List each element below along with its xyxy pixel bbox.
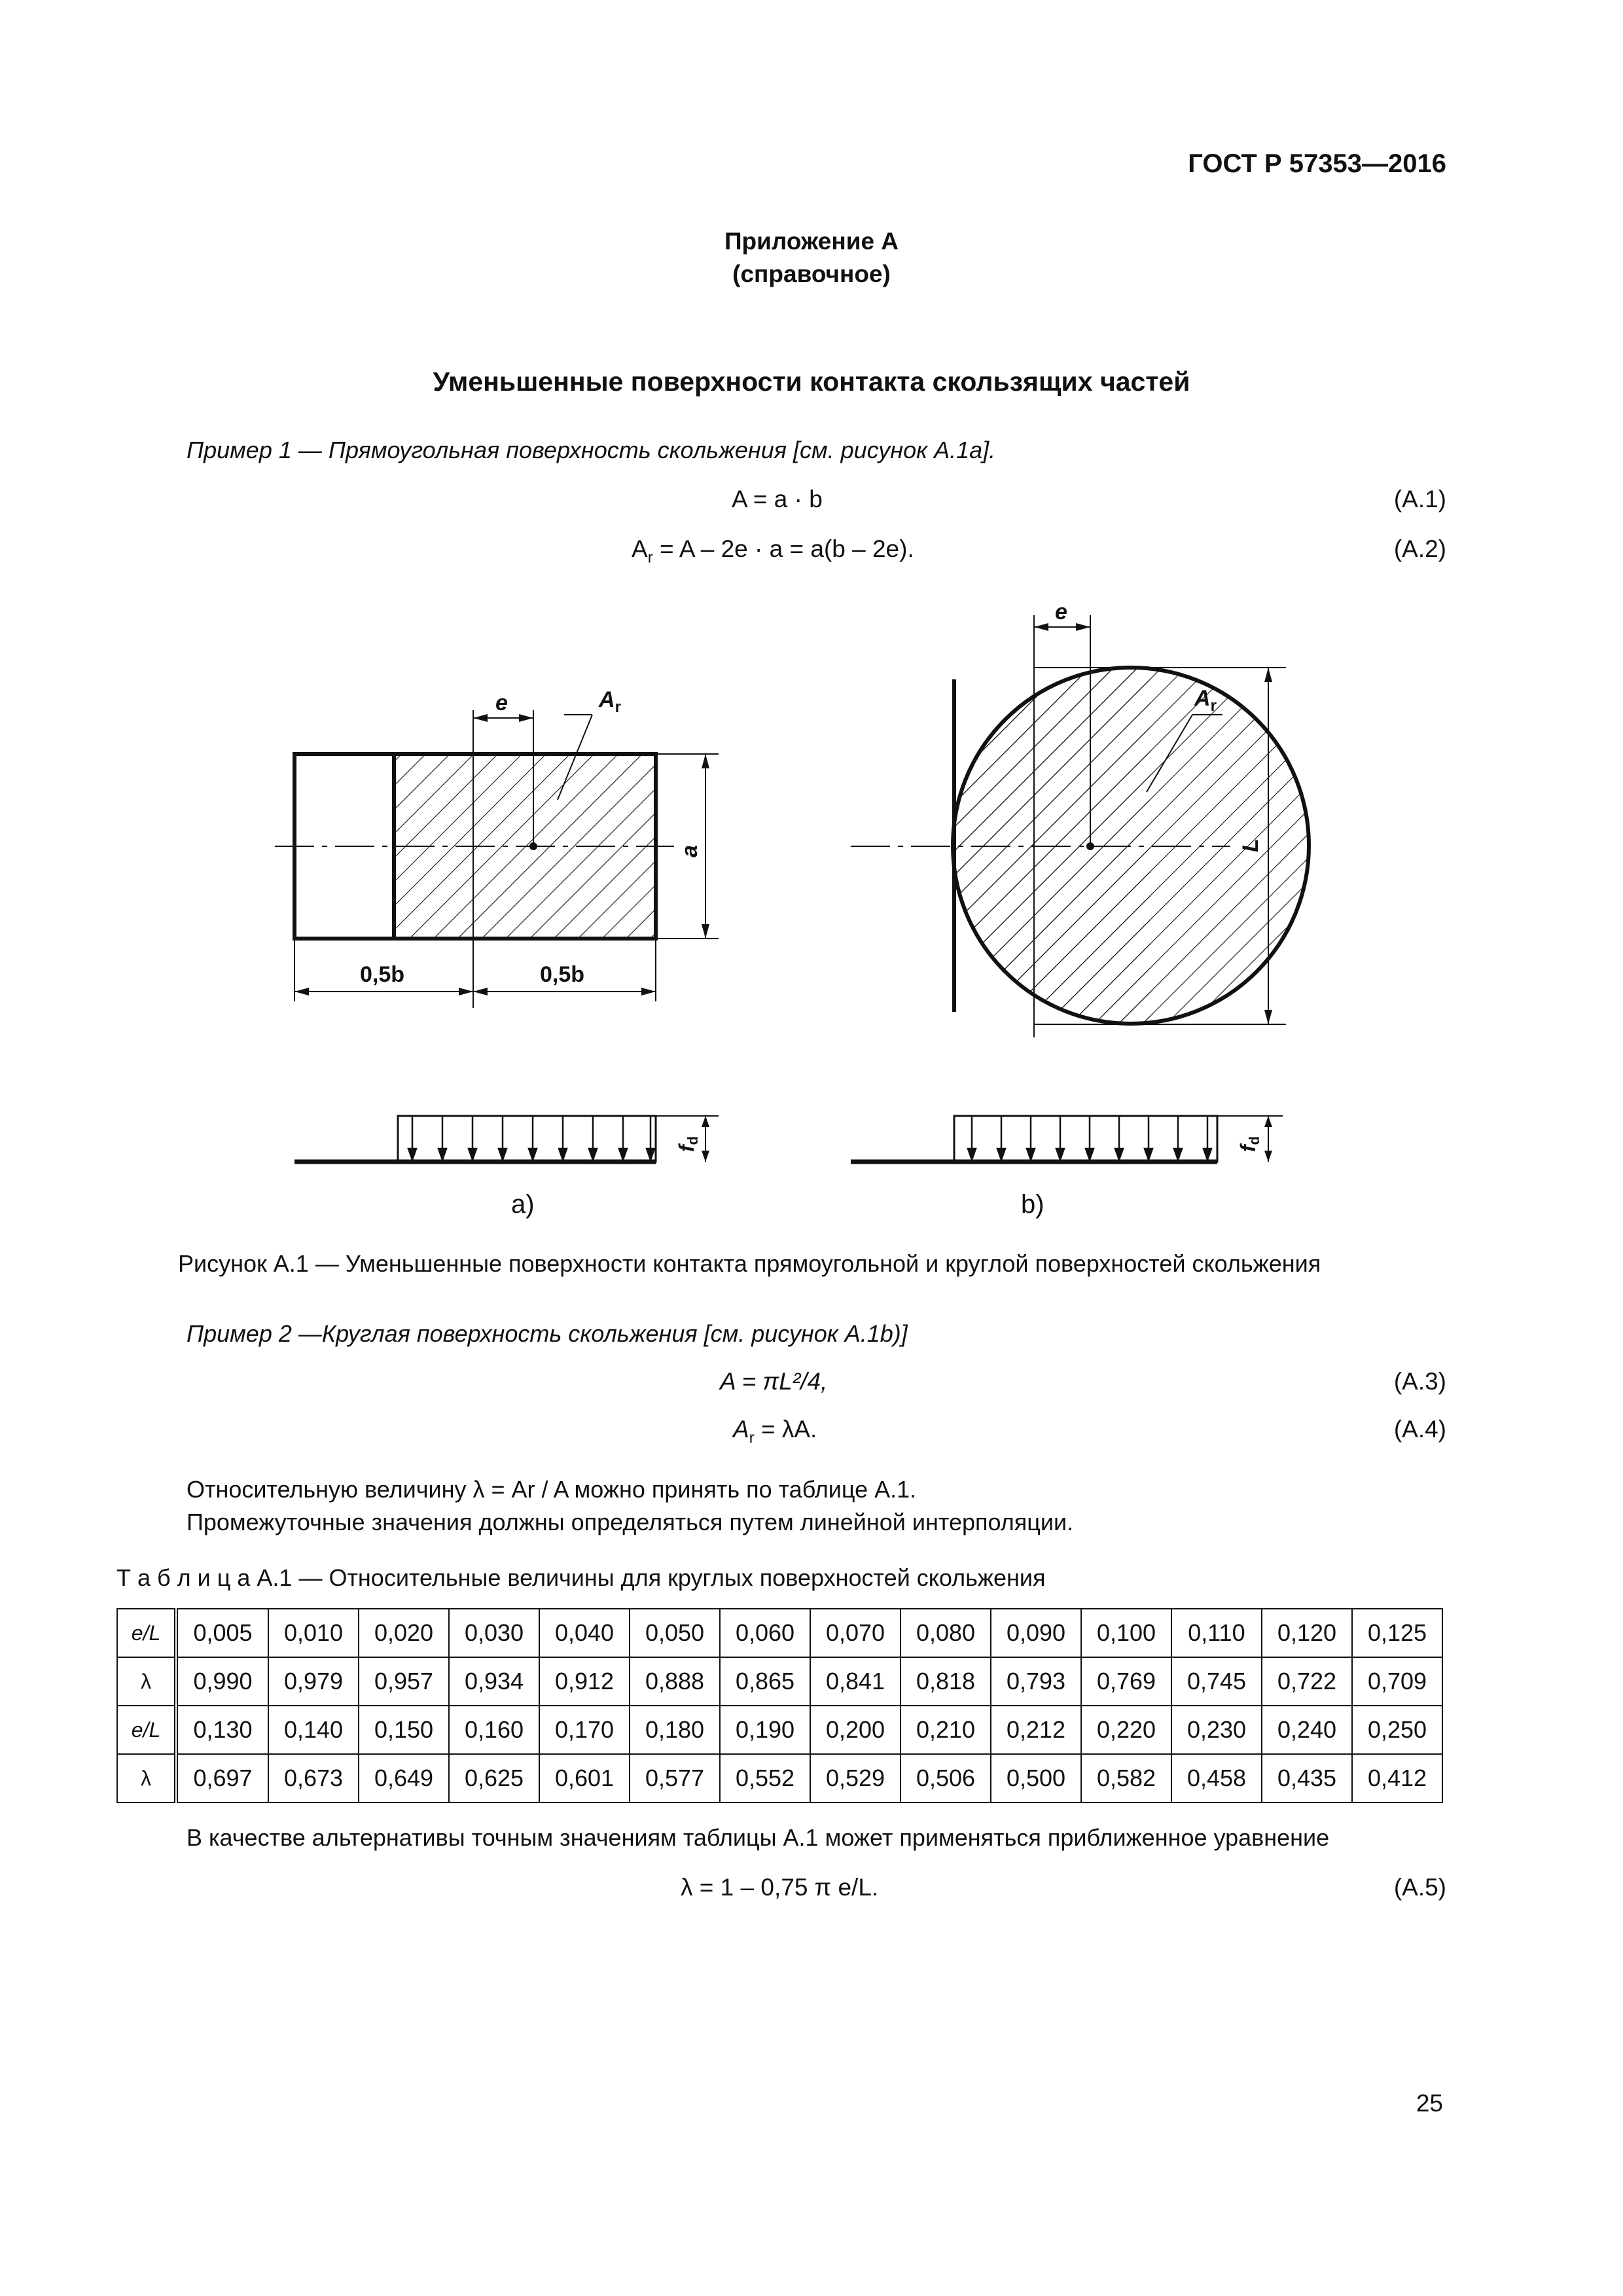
appendix-title: Приложение А — [724, 228, 899, 255]
table-cell: 0,130 — [176, 1706, 268, 1754]
table-cell: 0,818 — [901, 1657, 991, 1706]
table-cell: 0,210 — [901, 1706, 991, 1754]
table-cell: 0,745 — [1171, 1657, 1262, 1706]
paragraph-alternative: В качестве альтернативы точным значениям таблицы А.1 может применяться приближенное уравнение — [187, 1824, 1330, 1851]
table-cell: 0,150 — [359, 1706, 449, 1754]
rectangle-panel — [275, 710, 719, 1008]
label-e-a: e — [495, 691, 508, 715]
table-cell: 0,625 — [449, 1754, 539, 1803]
label-half-b-right: 0,5b — [540, 962, 585, 987]
table-cell: 0,769 — [1081, 1657, 1171, 1706]
table-cell: 0,697 — [176, 1754, 268, 1803]
table-cell: 0,100 — [1081, 1609, 1171, 1657]
row-header: λ — [117, 1657, 176, 1706]
row-header: e/L — [117, 1706, 176, 1754]
table-cell: 0,990 — [176, 1657, 268, 1706]
table-row — [117, 1609, 1442, 1657]
table-cell: 0,529 — [810, 1754, 901, 1803]
equation-a1-number: (A.1) — [1393, 486, 1446, 512]
table-cell: 0,673 — [268, 1754, 359, 1803]
table-cell: 0,160 — [449, 1706, 539, 1754]
table-cell: 0,090 — [991, 1609, 1081, 1657]
table-cell: 0,722 — [1262, 1657, 1352, 1706]
table-a1 — [116, 1608, 1443, 1803]
table-cell: 0,500 — [991, 1754, 1081, 1803]
table-cell: 0,125 — [1352, 1609, 1442, 1657]
paragraph-interpolation: Промежуточные значения должны определяться путем линейной интерполяции. — [187, 1509, 1074, 1535]
table-cell: 0,865 — [720, 1657, 810, 1706]
label-fd-a: fd — [675, 1136, 701, 1152]
table-cell: 0,506 — [901, 1754, 991, 1803]
example-1-text: Пример 1 — Прямоугольная поверхность скольжения [см. рисунок А.1а]. — [187, 437, 996, 463]
equation-a3: A = πL²/4, — [720, 1368, 828, 1395]
equation-a5: λ = 1 – 0,75 π e/L. — [681, 1874, 879, 1901]
label-e-b: e — [1055, 600, 1067, 624]
table-cell: 0,212 — [991, 1706, 1081, 1754]
table-cell: 0,458 — [1171, 1754, 1262, 1803]
table-cell: 0,020 — [359, 1609, 449, 1657]
equation-a1: A = a · b — [732, 486, 823, 512]
table-cell: 0,649 — [359, 1754, 449, 1803]
table-cell: 0,601 — [539, 1754, 630, 1803]
label-ar-a: $A_r$ — [599, 687, 621, 716]
equation-a2: $A_r = A - 2e \cdot a = a(b - 2e)$. — [632, 535, 914, 567]
table-cell: 0,435 — [1262, 1754, 1352, 1803]
label-half-b-left: 0,5b — [360, 962, 405, 987]
table-cell: 0,060 — [720, 1609, 810, 1657]
document-code: ГОСТ Р 57353—2016 — [1188, 149, 1446, 178]
equation-a3-number: (A.3) — [1393, 1368, 1446, 1395]
table-row — [117, 1657, 1442, 1706]
table-cell: 0,170 — [539, 1706, 630, 1754]
table-cell: 0,050 — [630, 1609, 720, 1657]
table-cell: 0,552 — [720, 1754, 810, 1803]
appendix-note: (справочное) — [732, 260, 891, 287]
table-cell: 0,412 — [1352, 1754, 1442, 1803]
table-cell: 0,030 — [449, 1609, 539, 1657]
page-number: 25 — [1416, 2090, 1443, 2117]
figure-caption: Рисунок А.1 — Уменьшенные поверхности контакта прямоугольной и круглой поверхностей скольжения — [178, 1250, 1321, 1277]
label-fd-b: fd — [1236, 1136, 1262, 1152]
row-header: λ — [117, 1754, 176, 1803]
table-cell: 0,140 — [268, 1706, 359, 1754]
equation-a2-number: (A.2) — [1393, 535, 1446, 562]
table-cell: 0,912 — [539, 1657, 630, 1706]
label-L: L — [1238, 838, 1263, 852]
table-cell: 0,040 — [539, 1609, 630, 1657]
row-header: e/L — [117, 1609, 176, 1657]
table-cell: 0,957 — [359, 1657, 449, 1706]
table-cell: 0,005 — [176, 1609, 268, 1657]
table-cell: 0,120 — [1262, 1609, 1352, 1657]
table-row — [117, 1754, 1442, 1803]
table-cell: 0,979 — [268, 1657, 359, 1706]
table-cell: 0,582 — [1081, 1754, 1171, 1803]
equation-a4: $A_r = \lambda A$. — [733, 1416, 817, 1447]
table-cell: 0,080 — [901, 1609, 991, 1657]
table-cell: 0,240 — [1262, 1706, 1352, 1754]
paragraph-ratio: Относительную величину λ = Ar / A можно принять по таблице А.1. — [187, 1476, 917, 1503]
label-ar-b: $A_r$ — [1194, 686, 1217, 715]
equation-a4-number: (A.4) — [1393, 1416, 1446, 1443]
table-cell: 0,793 — [991, 1657, 1081, 1706]
table-cell: 0,070 — [810, 1609, 901, 1657]
table-cell: 0,200 — [810, 1706, 901, 1754]
label-a: a — [677, 845, 702, 857]
table-cell: 0,180 — [630, 1706, 720, 1754]
panel-label-b: b) — [1021, 1190, 1044, 1219]
table-cell: 0,888 — [630, 1657, 720, 1706]
table-cell: 0,190 — [720, 1706, 810, 1754]
table-cell: 0,230 — [1171, 1706, 1262, 1754]
table-cell: 0,010 — [268, 1609, 359, 1657]
table-row — [117, 1706, 1442, 1754]
table-cell: 0,934 — [449, 1657, 539, 1706]
panel-label-a: a) — [511, 1190, 535, 1219]
example-2-text: Пример 2 —Круглая поверхность скольжения [см. рисунок А.1b)] — [187, 1320, 908, 1347]
table-cell: 0,577 — [630, 1754, 720, 1803]
load-diagram-a — [294, 1116, 719, 1162]
table-cell: 0,250 — [1352, 1706, 1442, 1754]
equation-a5-number: (A.5) — [1393, 1874, 1446, 1901]
load-diagram-b — [851, 1116, 1283, 1162]
circle-panel — [851, 615, 1321, 1054]
table-cell: 0,709 — [1352, 1657, 1442, 1706]
section-title: Уменьшенные поверхности контакта скользящих частей — [433, 367, 1190, 397]
table-cell: 0,220 — [1081, 1706, 1171, 1754]
table-cell: 0,110 — [1171, 1609, 1262, 1657]
table-caption: Т а б л и ц а А.1 — Относительные величины для круглых поверхностей скольжения — [116, 1564, 1046, 1591]
table-cell: 0,841 — [810, 1657, 901, 1706]
